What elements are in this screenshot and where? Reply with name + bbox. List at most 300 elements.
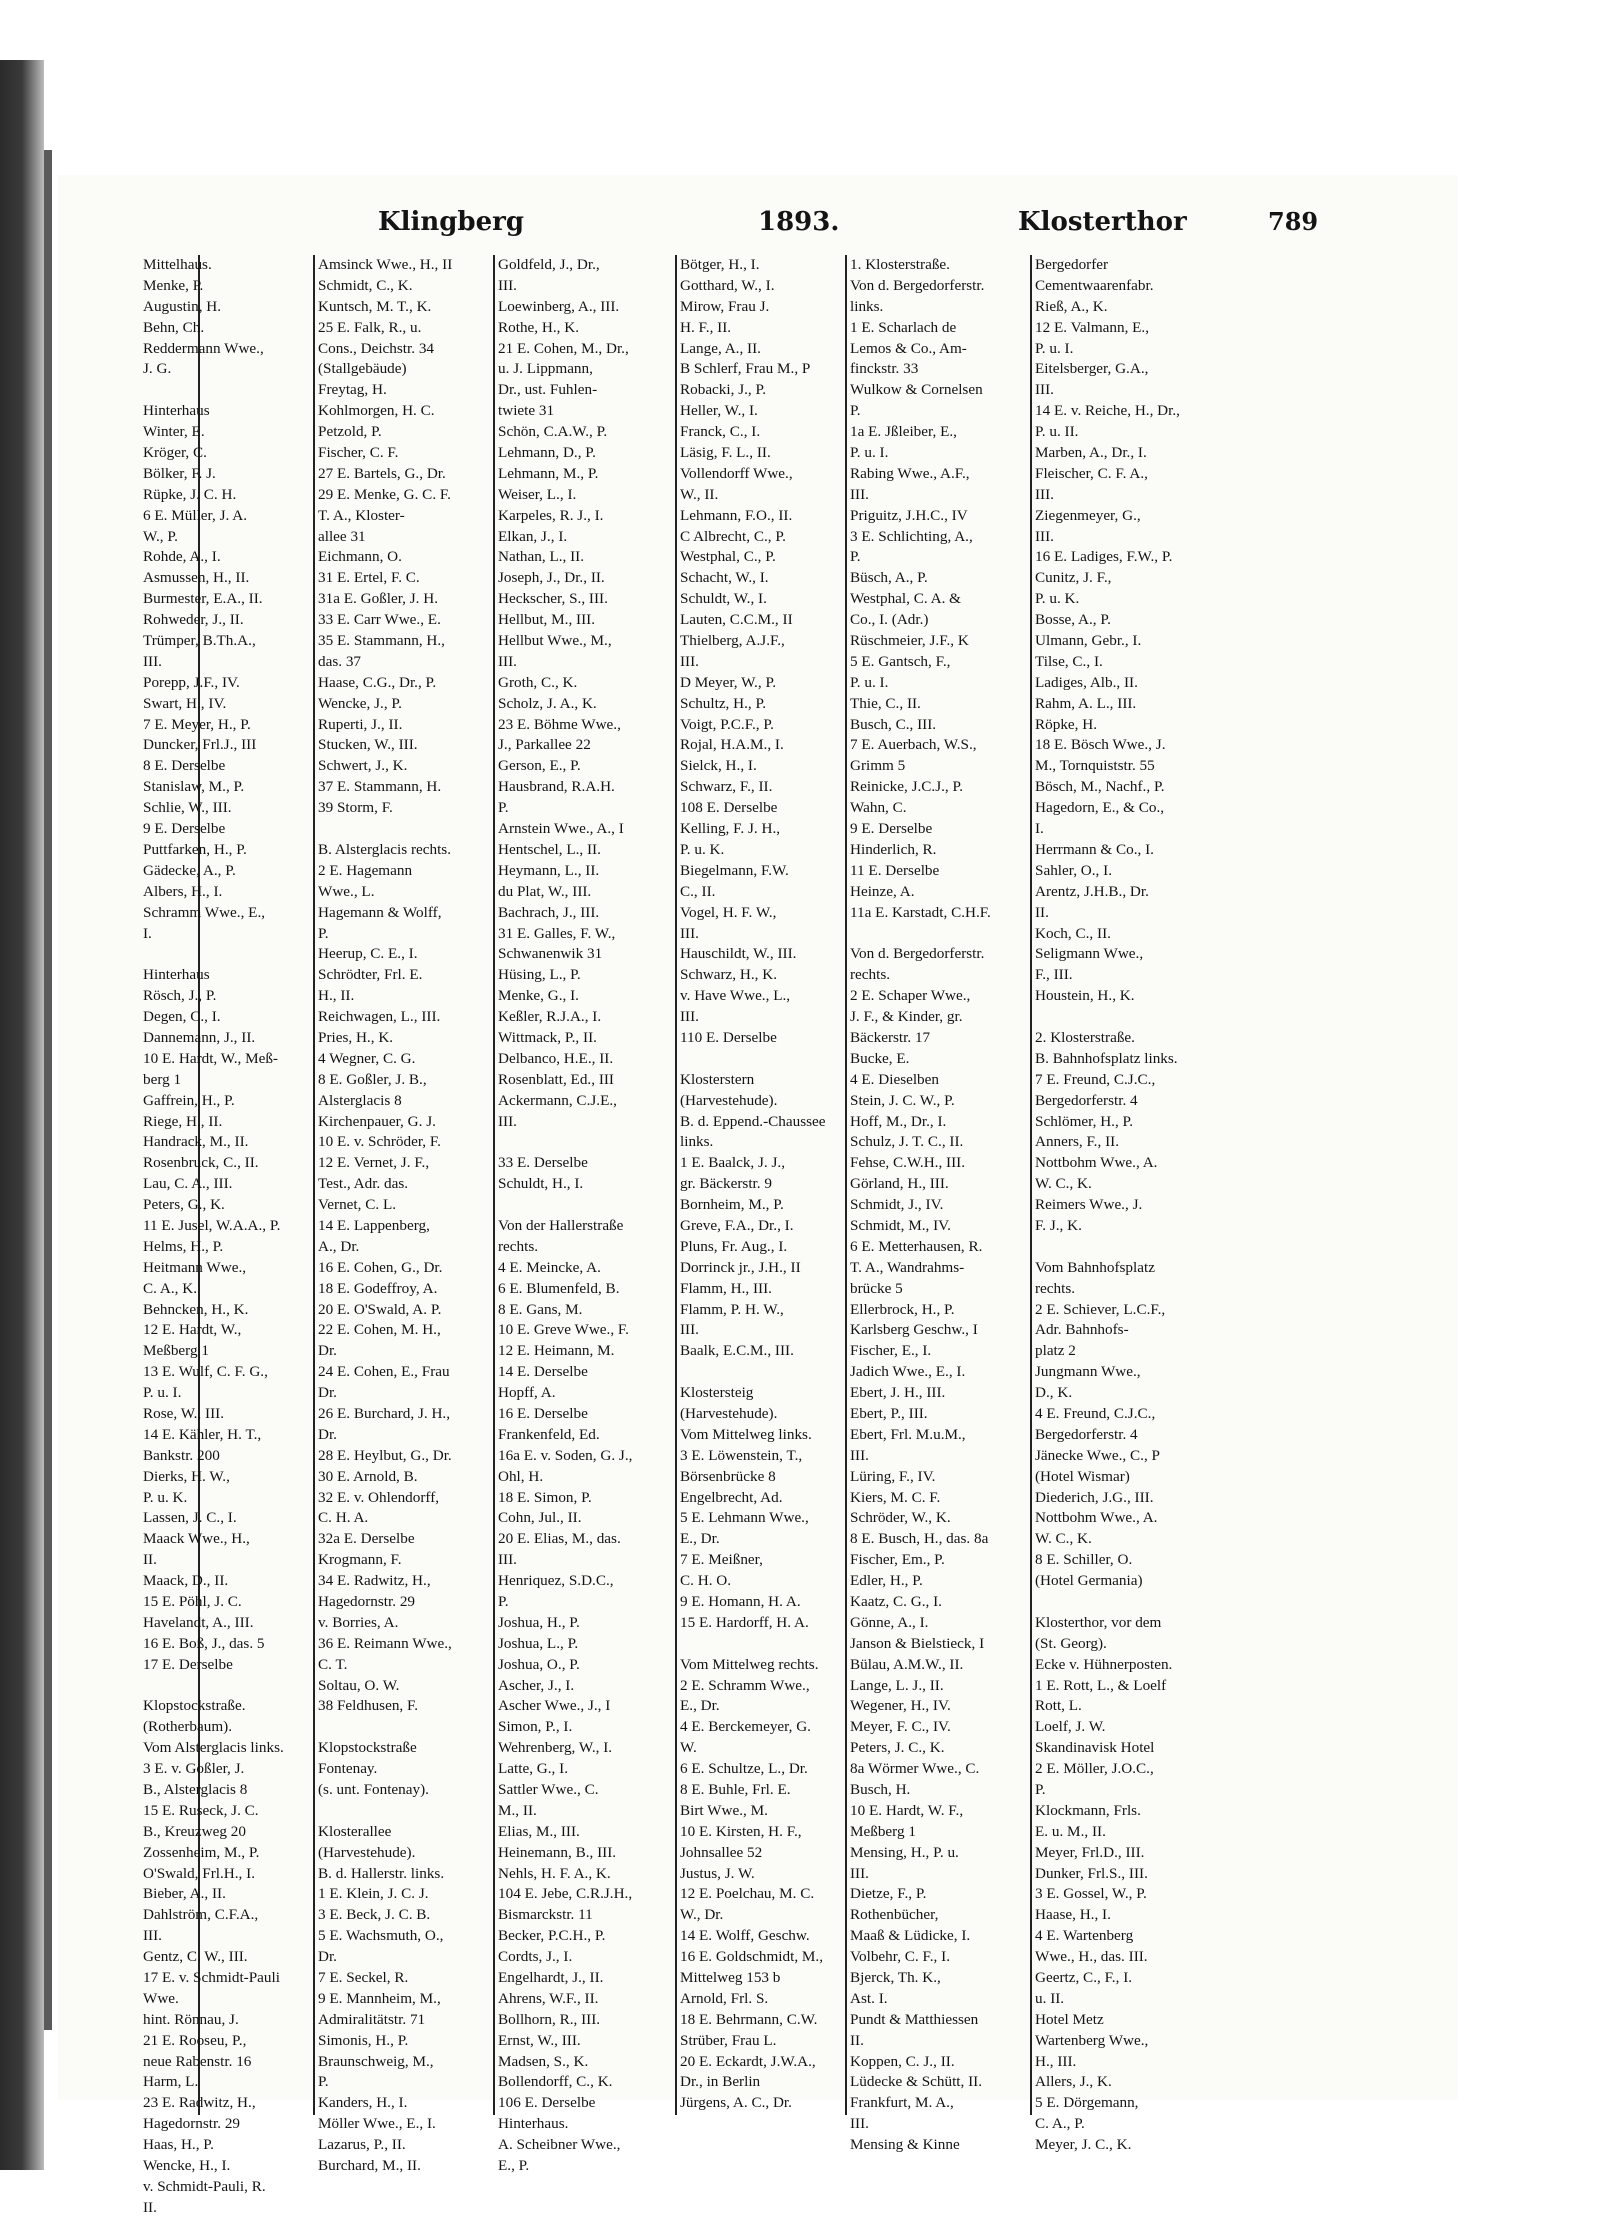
directory-entry: Wencke, H., I. bbox=[143, 2157, 231, 2175]
directory-entry: 23 E. Böhme Wwe., bbox=[498, 715, 621, 733]
directory-entry: Hopff, A. bbox=[498, 1384, 556, 1402]
directory-entry: 20 E. Elias, M., das. bbox=[498, 1530, 621, 1548]
directory-entry: Ast. I. bbox=[850, 1989, 888, 2007]
directory-entry: Amsinck Wwe., H., II bbox=[318, 256, 453, 273]
directory-entry: H., III. bbox=[1035, 2052, 1077, 2070]
directory-entry: Ladiges, Alb., II. bbox=[1035, 673, 1138, 691]
directory-entry: Robacki, J., P. bbox=[680, 381, 767, 399]
directory-entry: 10 E. Kirsten, H. F., bbox=[680, 1822, 802, 1840]
directory-entry: 9 E. Homann, H. A. bbox=[680, 1593, 801, 1610]
directory-entry: Lüring, F., IV. bbox=[850, 1467, 936, 1485]
directory-entry bbox=[1035, 1007, 1210, 1028]
directory-entry: J. F., & Kinder, gr. bbox=[850, 1008, 963, 1026]
directory-entry: Menke, P. bbox=[143, 276, 204, 294]
directory-entry: 12 E. Valmann, E., bbox=[1035, 318, 1150, 336]
directory-entry: 25 E. Falk, R., u. bbox=[318, 318, 422, 336]
directory-entry: Röpke, H. bbox=[1035, 715, 1098, 733]
directory-entry: Simon, P., I. bbox=[498, 1718, 573, 1736]
directory-entry: 9 E. Mannheim, M., bbox=[318, 1989, 441, 2007]
directory-entry: Ebert, J. H., III. bbox=[850, 1384, 946, 1402]
directory-entry: O'Swald, Frl.H., I. bbox=[143, 1864, 256, 1882]
directory-entry: Harm, L. bbox=[143, 2073, 199, 2091]
directory-entry: II. bbox=[143, 1551, 157, 1569]
directory-entry: Bismarckstr. 11 bbox=[498, 1906, 593, 1924]
directory-entry: 27 E. Bartels, G., Dr. bbox=[318, 464, 446, 482]
directory-entry: Haase, C.G., Dr., P. bbox=[318, 673, 437, 691]
directory-entry: Schacht, W., I. bbox=[680, 569, 769, 587]
directory-entry: Voigt, P.C.F., P. bbox=[680, 715, 774, 733]
directory-entry: P. bbox=[1035, 1781, 1046, 1799]
directory-entry: A., Dr. bbox=[318, 1237, 360, 1255]
directory-entry: Hotel Metz bbox=[1035, 2010, 1104, 2028]
directory-entry: Von d. Bergedorferstr. bbox=[850, 945, 985, 963]
directory-entry: Behn, Ch. bbox=[143, 318, 205, 336]
directory-entry: Wittmack, P., II. bbox=[498, 1028, 597, 1046]
directory-entry: Nottbohm Wwe., A. bbox=[1035, 1509, 1158, 1527]
directory-entry: Hüsing, L., P. bbox=[498, 966, 581, 984]
directory-entry: Rohweder, J., II. bbox=[143, 611, 244, 629]
directory-entry: Rott, L. bbox=[1035, 1697, 1082, 1715]
directory-entry: Klopstockstraße bbox=[318, 1739, 417, 1757]
directory-entry: Lauten, C.C.M., II bbox=[680, 611, 793, 629]
directory-entry: 108 E. Derselbe bbox=[680, 799, 778, 817]
directory-entry bbox=[1035, 1592, 1210, 1613]
directory-entry: Arnstein Wwe., A., I bbox=[498, 820, 624, 838]
directory-entry: 7 E. Meyer, H., P. bbox=[143, 715, 251, 733]
directory-entry: Schlie, W., III. bbox=[143, 799, 232, 817]
directory-entry: Ellerbrock, H., P. bbox=[850, 1300, 955, 1318]
directory-entry: Elias, M., III. bbox=[498, 1822, 580, 1840]
directory-entry: Burmester, E.A., II. bbox=[143, 590, 263, 608]
directory-entry: Johnsallee 52 bbox=[680, 1843, 763, 1861]
directory-entry: Sattler Wwe., C. bbox=[498, 1781, 599, 1799]
directory-entry: 31a E. Goßler, J. H. bbox=[318, 590, 439, 608]
directory-entry: Bieber, A., II. bbox=[143, 1885, 226, 1903]
directory-entry: Asmussen, H., II. bbox=[143, 569, 250, 587]
directory-entry: berg 1 bbox=[143, 1070, 182, 1088]
directory-entry: Baalk, E.C.M., III. bbox=[680, 1342, 794, 1360]
directory-entry: Gentz, C. W., III. bbox=[143, 1948, 248, 1966]
directory-entry: 2 E. Schiever, L.C.F., bbox=[1035, 1300, 1166, 1318]
directory-entry: Ascher, J., I. bbox=[498, 1676, 575, 1694]
directory-entry: Vom Alsterglacis links. bbox=[143, 1739, 284, 1757]
directory-entry: Justus, J. W. bbox=[680, 1864, 755, 1882]
directory-entry: Rüpke, J. C. H. bbox=[143, 485, 237, 503]
directory-entry: Schwarz, F., II. bbox=[680, 778, 773, 796]
directory-entry: Reinicke, J.C.J., P. bbox=[850, 778, 964, 796]
directory-entry: I. bbox=[143, 924, 152, 942]
directory-entry: E., Dr. bbox=[680, 1697, 720, 1715]
directory-entry: Houstein, H., K. bbox=[1035, 987, 1135, 1005]
directory-entry: Heller, W., I. bbox=[680, 402, 758, 420]
directory-entry: (s. unt. Fontenay). bbox=[318, 1781, 429, 1799]
directory-entry: 24 E. Cohen, E., Frau bbox=[318, 1363, 450, 1381]
directory-entry: 1 E. Scharlach de bbox=[850, 318, 957, 336]
directory-entry: Winter, E. bbox=[143, 423, 205, 441]
directory-entry: 14 E. Wolff, Geschw. bbox=[680, 1927, 810, 1945]
directory-entry: Koch, C., II. bbox=[1035, 924, 1111, 942]
directory-entry: 5 E. Gantsch, F., bbox=[850, 652, 951, 670]
directory-entry: Elkan, J., I. bbox=[498, 527, 568, 545]
directory-entry: Schuldt, H., I. bbox=[498, 1175, 584, 1193]
directory-entry: 9 E. Derselbe bbox=[850, 820, 933, 838]
directory-entry: P. u. I. bbox=[1035, 339, 1074, 357]
directory-entry: Rothe, H., K. bbox=[498, 318, 579, 336]
directory-entry: H. F., II. bbox=[680, 318, 732, 336]
directory-entry: 32 E. v. Ohlendorff, bbox=[318, 1488, 440, 1506]
directory-entry: Cordts, J., I. bbox=[498, 1948, 573, 1966]
directory-entry: Dannemann, J., II. bbox=[143, 1028, 256, 1046]
directory-column-5 bbox=[850, 255, 1025, 2154]
directory-entry: 21 E. Cohen, M., Dr., bbox=[498, 339, 629, 357]
directory-entry: Läsig, F. L., II. bbox=[680, 444, 771, 462]
directory-entry: Ziegenmeyer, G., bbox=[1035, 506, 1141, 524]
directory-entry: W., P. bbox=[143, 527, 178, 545]
directory-entry: 18 E. Bösch Wwe., J. bbox=[1035, 736, 1166, 754]
directory-entry: Hinderlich, R. bbox=[850, 840, 937, 858]
directory-entry: 38 Feldhusen, F. bbox=[318, 1697, 419, 1715]
directory-entry: Ahrens, W.F., II. bbox=[498, 1989, 599, 2007]
directory-entry: C Albrecht, C., P. bbox=[680, 527, 786, 545]
directory-entry: (St. Georg). bbox=[1035, 1634, 1107, 1652]
directory-entry: Fischer, E., I. bbox=[850, 1342, 932, 1360]
directory-entry: 7 E. Meißner, bbox=[680, 1551, 763, 1569]
directory-entry: Weiser, L., I. bbox=[498, 485, 577, 503]
directory-entry: Rieß, A., K. bbox=[1035, 297, 1108, 315]
directory-entry: E., Dr. bbox=[680, 1530, 720, 1548]
directory-entry: Rothenbücher, bbox=[850, 1906, 939, 1924]
directory-column-2 bbox=[318, 255, 488, 2175]
directory-entry bbox=[680, 1362, 840, 1383]
directory-entry: Vernet, C. L. bbox=[318, 1196, 397, 1214]
directory-entry bbox=[680, 1634, 840, 1655]
directory-entry: Delbanco, H.E., II. bbox=[498, 1049, 614, 1067]
directory-entry bbox=[143, 380, 308, 401]
directory-entry: 5 E. Lehmann Wwe., bbox=[680, 1509, 809, 1527]
directory-entry: Rüschmeier, J.F., K bbox=[850, 632, 969, 650]
directory-entry: Haas, H., P. bbox=[143, 2136, 214, 2154]
directory-entry: III. bbox=[680, 652, 699, 670]
directory-entry: Hentschel, L., II. bbox=[498, 840, 601, 858]
directory-entry: Fontenay. bbox=[318, 1760, 378, 1778]
directory-entry: Wwe. bbox=[143, 1989, 179, 2007]
directory-entry: Gerson, E., P. bbox=[498, 757, 581, 775]
directory-entry: Dr., ust. Fuhlen- bbox=[498, 381, 598, 399]
directory-entry: 16 E. Ladiges, F.W., P. bbox=[1035, 548, 1173, 566]
directory-entry: W. C., K. bbox=[1035, 1530, 1092, 1548]
directory-entry: Becker, P.C.H., P. bbox=[498, 1927, 606, 1945]
directory-entry: Vom Mittelweg links. bbox=[680, 1425, 812, 1443]
directory-entry: Flamm, H., III. bbox=[680, 1279, 772, 1297]
directory-entry: Cons., Deichstr. 34 bbox=[318, 339, 435, 357]
page-number: 789 bbox=[1268, 207, 1319, 236]
directory-entry: Rose, W., III. bbox=[143, 1404, 224, 1422]
directory-entry: W. C., K. bbox=[1035, 1175, 1092, 1193]
directory-entry: Klosterstern bbox=[680, 1070, 755, 1088]
directory-entry: rechts. bbox=[498, 1237, 539, 1255]
directory-entry: 12 E. Poelchau, M. C. bbox=[680, 1885, 815, 1903]
directory-entry: Bülau, A.M.W., II. bbox=[850, 1655, 964, 1673]
directory-entry: Meyer, J. C., K. bbox=[1035, 2136, 1132, 2154]
directory-entry: Rosenblatt, Ed., III bbox=[498, 1070, 614, 1088]
directory-entry: Vom Bahnhofsplatz bbox=[1035, 1258, 1155, 1276]
directory-entry: Volbehr, C. F., I. bbox=[850, 1948, 950, 1966]
directory-entry: Schwanenwik 31 bbox=[498, 945, 603, 963]
directory-entry: v. Schmidt-Pauli, R. bbox=[143, 2177, 266, 2195]
directory-entry: das. 37 bbox=[318, 652, 362, 670]
directory-entry: Stucken, W., III. bbox=[318, 736, 418, 754]
directory-entry: P. bbox=[498, 799, 509, 817]
directory-entry: Skandinavisk Hotel bbox=[1035, 1739, 1155, 1757]
directory-entry: 37 E. Stammann, H. bbox=[318, 778, 442, 796]
directory-entry: Heymann, L., II. bbox=[498, 861, 600, 879]
directory-entry: (Hotel Germania) bbox=[1035, 1572, 1143, 1590]
directory-entry: B Schlerf, Frau M., P bbox=[680, 360, 811, 378]
directory-entry: Gaffrein, H., P. bbox=[143, 1091, 235, 1109]
directory-entry: 18 E. Simon, P. bbox=[498, 1488, 592, 1506]
directory-entry: Franck, C., I. bbox=[680, 423, 761, 441]
directory-entry: P. u. II. bbox=[1035, 423, 1079, 441]
directory-entry: Meßberg 1 bbox=[143, 1342, 209, 1360]
directory-entry: Bollhorn, R., III. bbox=[498, 2010, 601, 2028]
directory-entry: Mirow, Frau J. bbox=[680, 297, 770, 315]
directory-entry: Bjerck, Th. K., bbox=[850, 1969, 941, 1987]
directory-entry: Cohn, Jul., II. bbox=[498, 1509, 582, 1527]
directory-entry: Engelhardt, J., II. bbox=[498, 1969, 604, 1987]
directory-entry: rechts. bbox=[850, 966, 891, 984]
column-rule bbox=[1030, 255, 1032, 2115]
directory-entry: Lassen, J. C., I. bbox=[143, 1509, 237, 1527]
directory-entry: Busch, H. bbox=[850, 1781, 911, 1799]
directory-entry: Herrmann & Co., I. bbox=[1035, 840, 1154, 858]
directory-entry: Karpeles, R. J., I. bbox=[498, 506, 604, 524]
directory-entry: 14 E. Kähler, H. T., bbox=[143, 1425, 262, 1443]
directory-entry: B. Bahnhofsplatz links. bbox=[1035, 1049, 1178, 1067]
directory-entry: Schwarz, H., K. bbox=[680, 966, 778, 984]
directory-entry: Kröger, C. bbox=[143, 444, 207, 462]
directory-entry: W., II. bbox=[680, 485, 719, 503]
directory-entry: finckstr. 33 bbox=[850, 360, 919, 378]
directory-entry: Klostersteig bbox=[680, 1384, 754, 1402]
directory-entry: 10 E. v. Schröder, F. bbox=[318, 1133, 441, 1151]
directory-entry: C. A., K. bbox=[143, 1279, 198, 1297]
directory-entry: Dietze, F., P. bbox=[850, 1885, 927, 1903]
directory-entry: Porepp, J.F., IV. bbox=[143, 673, 240, 691]
directory-entry: B., Alsterglacis 8 bbox=[143, 1781, 248, 1799]
directory-entry: hint. Rönnau, J. bbox=[143, 2010, 239, 2028]
directory-entry: II. bbox=[1035, 903, 1049, 921]
directory-entry: 8 E. Derselbe bbox=[143, 757, 226, 775]
directory-entry: III. bbox=[850, 485, 869, 503]
directory-entry: F., III. bbox=[1035, 966, 1073, 984]
directory-entry: 3 E. Gossel, W., P. bbox=[1035, 1885, 1147, 1903]
directory-entry: P. u. K. bbox=[1035, 590, 1080, 608]
directory-column-6 bbox=[1035, 255, 1210, 2154]
directory-entry: 4 E. Dieselben bbox=[850, 1070, 939, 1088]
directory-entry: Swart, H., IV. bbox=[143, 694, 227, 712]
header-street-start: Klingberg bbox=[378, 207, 525, 237]
directory-entry: T. A., Wandrahms- bbox=[850, 1258, 965, 1276]
directory-entry: Marben, A., Dr., I. bbox=[1035, 444, 1147, 462]
directory-entry: C. H. O. bbox=[680, 1572, 732, 1590]
directory-entry: rechts. bbox=[1035, 1279, 1076, 1297]
directory-entry: Jadich Wwe., E., I. bbox=[850, 1363, 966, 1381]
directory-entry: Diederich, J.G., III. bbox=[1035, 1488, 1154, 1506]
directory-entry: 22 E. Cohen, M. H., bbox=[318, 1321, 441, 1339]
directory-entry: Ulmann, Gebr., I. bbox=[1035, 632, 1142, 650]
directory-entry: Lazarus, P., II. bbox=[318, 2136, 406, 2154]
directory-entry: Schramm Wwe., E., bbox=[143, 903, 266, 921]
directory-entry: Loelf, J. W. bbox=[1035, 1718, 1106, 1736]
directory-entry: Ebert, P., III. bbox=[850, 1404, 928, 1422]
directory-entry: II. bbox=[143, 2198, 157, 2216]
directory-entry: 16 E. Goldschmidt, M., bbox=[680, 1948, 824, 1966]
directory-entry: Peters, G., K. bbox=[143, 1196, 225, 1214]
directory-entry: 28 E. Heylbut, G., Dr. bbox=[318, 1446, 452, 1464]
directory-entry: Kohlmorgen, H. C. bbox=[318, 402, 435, 420]
directory-entry: Freytag, H. bbox=[318, 381, 387, 399]
directory-entry: 1 E. Klein, J. C. J. bbox=[318, 1885, 429, 1903]
directory-entry: Bucke, E. bbox=[850, 1049, 910, 1067]
directory-entry: 17 E. Derselbe bbox=[143, 1655, 233, 1673]
directory-entry: Menke, G., I. bbox=[498, 987, 579, 1005]
directory-entry: Wwe., L. bbox=[318, 882, 375, 900]
directory-entry: Meßberg 1 bbox=[850, 1822, 916, 1840]
directory-entry: W. bbox=[680, 1739, 697, 1757]
directory-column-1 bbox=[143, 255, 308, 2216]
scan-binding-shadow bbox=[44, 150, 52, 2030]
directory-entry: B. d. Hallerstr. links. bbox=[318, 1864, 445, 1882]
directory-entry: 11a E. Karstadt, C.H.F. bbox=[850, 903, 991, 921]
directory-entry: Maack, D., II. bbox=[143, 1572, 229, 1590]
directory-entry: links. bbox=[680, 1133, 714, 1151]
directory-entry: 6 E. Blumenfeld, B. bbox=[498, 1279, 620, 1297]
directory-entry: 36 E. Reimann Wwe., bbox=[318, 1634, 452, 1652]
directory-entry: Ackermann, C.J.E., bbox=[498, 1091, 617, 1109]
directory-entry: 3 E. Schlichting, A., bbox=[850, 527, 973, 545]
directory-entry: Latte, G., I. bbox=[498, 1760, 569, 1778]
directory-entry: Handrack, M., II. bbox=[143, 1133, 249, 1151]
directory-entry: Schultz, H., P. bbox=[680, 694, 767, 712]
directory-entry: Rosenbruck, C., II. bbox=[143, 1154, 259, 1172]
directory-entry: III. bbox=[850, 2115, 869, 2133]
directory-entry: 8 E. Busch, H., das. 8a bbox=[850, 1530, 989, 1548]
directory-entry: Lau, C. A., III. bbox=[143, 1175, 233, 1193]
directory-entry: Mittelhaus. bbox=[143, 256, 212, 273]
column-rule bbox=[845, 255, 847, 2115]
directory-entry: 14 E. Lappenberg, bbox=[318, 1216, 430, 1234]
directory-entry: Kanders, H., I. bbox=[318, 2094, 408, 2112]
directory-entry: 15 E. Hardorff, H. A. bbox=[680, 1613, 809, 1631]
directory-entry: P. u. K. bbox=[680, 840, 725, 858]
directory-entry: 35 E. Stammann, H., bbox=[318, 632, 445, 650]
directory-entry: 34 E. Radwitz, H., bbox=[318, 1572, 431, 1590]
directory-entry: Simonis, H., P. bbox=[318, 2031, 409, 2049]
directory-entry: Vogel, H. F. W., bbox=[680, 903, 777, 921]
directory-entry: (Harvestehude). bbox=[680, 1404, 778, 1422]
directory-entry: Bäckerstr. 17 bbox=[850, 1028, 931, 1046]
directory-entry: Wwe., H., das. III. bbox=[1035, 1948, 1148, 1966]
directory-entry: Joshua, H., P. bbox=[498, 1613, 580, 1631]
column-rule bbox=[493, 255, 495, 2115]
directory-entry: Busch, C., III. bbox=[850, 715, 937, 733]
directory-entry: Meyer, F. C., IV. bbox=[850, 1718, 951, 1736]
directory-entry: I. bbox=[1035, 820, 1044, 838]
directory-entry: Augustin, H. bbox=[143, 297, 222, 315]
directory-entry: Braunschweig, M., bbox=[318, 2052, 434, 2070]
directory-entry: Trümper, B.Th.A., bbox=[143, 632, 256, 650]
directory-entry: Gädecke, A., P. bbox=[143, 861, 236, 879]
directory-entry: Gönne, A., I. bbox=[850, 1613, 929, 1631]
directory-entry: P. u. I. bbox=[850, 673, 889, 691]
directory-entry: Heckscher, S., III. bbox=[498, 590, 608, 608]
directory-entry: Soltau, O. W. bbox=[318, 1676, 400, 1694]
directory-entry: Schulz, J. T. C., II. bbox=[850, 1133, 964, 1151]
directory-entry: Bornheim, M., P. bbox=[680, 1196, 784, 1214]
directory-entry: III. bbox=[850, 1446, 869, 1464]
directory-entry: 5 E. Dörgemann, bbox=[1035, 2094, 1139, 2112]
directory-entry: Madsen, S., K. bbox=[498, 2052, 589, 2070]
directory-entry: Dahlström, C.F.A., bbox=[143, 1906, 259, 1924]
directory-entry: 16 E. Cohen, G., Dr. bbox=[318, 1258, 443, 1276]
directory-entry: 33 E. Derselbe bbox=[498, 1154, 588, 1172]
directory-entry: 8 E. Goßler, J. B., bbox=[318, 1070, 427, 1088]
directory-entry: D Meyer, W., P. bbox=[680, 673, 777, 691]
directory-entry: Nottbohm Wwe., A. bbox=[1035, 1154, 1158, 1172]
directory-entry: 16 E. Derselbe bbox=[498, 1404, 588, 1422]
directory-entry: Flamm, P. H. W., bbox=[680, 1300, 784, 1318]
directory-entry: Ruperti, J., II. bbox=[318, 715, 403, 733]
directory-entry: III. bbox=[498, 1112, 517, 1130]
directory-entry: Kuntsch, M. T., K. bbox=[318, 297, 432, 315]
directory-entry: Schön, C.A.W., P. bbox=[498, 423, 608, 441]
directory-entry: 26 E. Burchard, J. H., bbox=[318, 1404, 451, 1422]
directory-entry: Westphal, C., P. bbox=[680, 548, 776, 566]
directory-entry: Test., Adr. das. bbox=[318, 1175, 409, 1193]
directory-entry bbox=[318, 1801, 488, 1822]
directory-entry: C. H. A. bbox=[318, 1509, 369, 1527]
directory-entry: 3 E. Löwenstein, T., bbox=[680, 1446, 803, 1464]
directory-entry: Degen, C., I. bbox=[143, 1008, 221, 1026]
directory-entry: allee 31 bbox=[318, 527, 366, 545]
directory-entry: 18 E. Behrmann, C.W. bbox=[680, 2010, 818, 2028]
directory-entry: Von d. Bergedorferstr. bbox=[850, 276, 985, 294]
directory-entry: Hauschildt, W., III. bbox=[680, 945, 797, 963]
directory-entry: Görland, H., III. bbox=[850, 1175, 949, 1193]
directory-entry: III. bbox=[143, 1927, 162, 1945]
directory-entry: Dr., in Berlin bbox=[680, 2073, 761, 2091]
directory-entry: Grimm 5 bbox=[850, 757, 906, 775]
directory-entry: Puttfarken, H., P. bbox=[143, 840, 247, 858]
directory-entry: Ascher Wwe., J., I bbox=[498, 1697, 611, 1715]
directory-entry: Eichmann, O. bbox=[318, 548, 402, 566]
directory-entry bbox=[498, 1132, 670, 1153]
directory-entry: III. bbox=[680, 1321, 699, 1339]
directory-entry: 11 E. Derselbe bbox=[850, 861, 940, 879]
directory-entry: E. u. M., II. bbox=[1035, 1822, 1106, 1840]
directory-entry: brücke 5 bbox=[850, 1279, 903, 1297]
directory-entry: 14 E. Derselbe bbox=[498, 1363, 588, 1381]
directory-entry: 23 E. Radwitz, H., bbox=[143, 2094, 256, 2112]
directory-entry: Lange, L. J., II. bbox=[850, 1676, 944, 1694]
directory-entry bbox=[498, 1195, 670, 1216]
directory-entry: 18 E. Godeffroy, A. bbox=[318, 1279, 438, 1297]
directory-entry: 104 E. Jebe, C.R.J.H., bbox=[498, 1885, 633, 1903]
directory-entry: Admiralitätstr. 71 bbox=[318, 2010, 426, 2028]
directory-entry: Kiers, M. C. F. bbox=[850, 1488, 941, 1506]
directory-entry: 11 E. Jusel, W.A.A., P. bbox=[143, 1216, 281, 1234]
directory-entry: Dr. bbox=[318, 1948, 337, 1966]
